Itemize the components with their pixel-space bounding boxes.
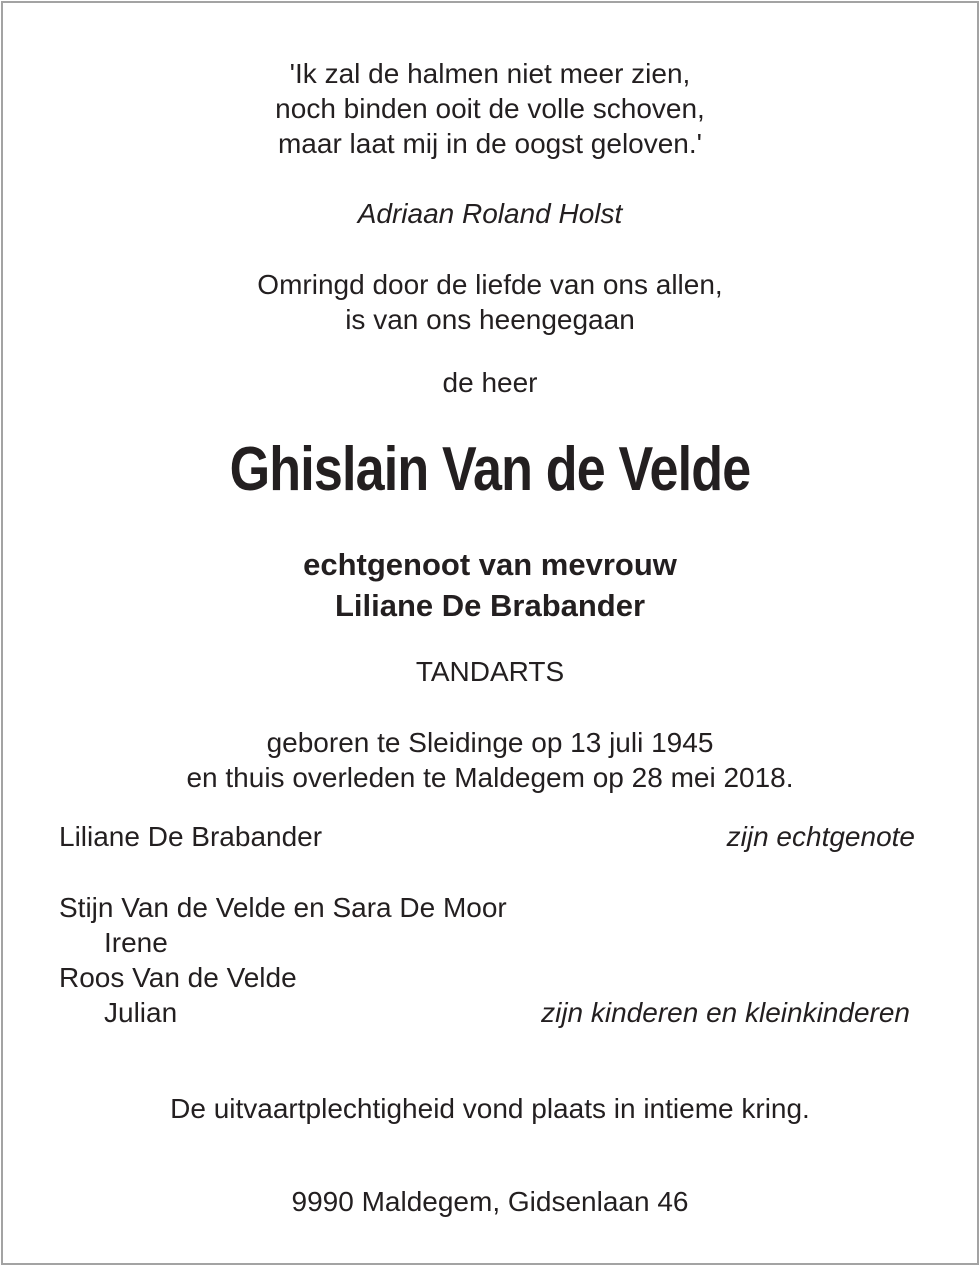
obituary-frame [1, 1, 979, 1265]
announcement-line-2: is van ons heengegaan [345, 304, 635, 335]
quote-line-2: noch binden ooit de volle schoven, [275, 93, 705, 124]
funeral-note: De uitvaartplechtigheid vond plaats in intieme kring. [170, 1093, 810, 1124]
spouse-line-1: echtgenoot van mevrouw [303, 547, 677, 582]
quote-author: Adriaan Roland Holst [357, 198, 623, 229]
announcement-line-1: Omringd door de liefde van ons allen, [257, 269, 723, 300]
family-member: Roos Van de Velde [59, 962, 297, 993]
address: 9990 Maldegem, Gidsenlaan 46 [291, 1186, 689, 1217]
profession: TANDARTS [415, 656, 565, 687]
honorific: de heer [442, 367, 538, 398]
family-member: Stijn Van de Velde en Sara De Moor [59, 892, 507, 923]
family-member: Julian [104, 997, 178, 1028]
birth-line: geboren te Sleidinge op 13 juli 1945 [266, 727, 714, 758]
deceased-name: Ghislain Van de Velde [229, 435, 751, 504]
death-line: en thuis overleden te Maldegem op 28 mei 2018. [186, 762, 794, 793]
quote-line-3: maar laat mij in de oogst geloven.' [277, 128, 703, 159]
family-spouse-name: Liliane De Brabander [59, 821, 323, 852]
family-member: Irene [104, 927, 168, 958]
spouse-line-2: Liliane De Brabander [334, 588, 646, 623]
family-spouse-role: zijn echtgenote [726, 821, 915, 852]
family-children-role: zijn kinderen en kleinkinderen [541, 997, 910, 1028]
quote-line-1: 'Ik zal de halmen niet meer zien, [289, 58, 691, 89]
